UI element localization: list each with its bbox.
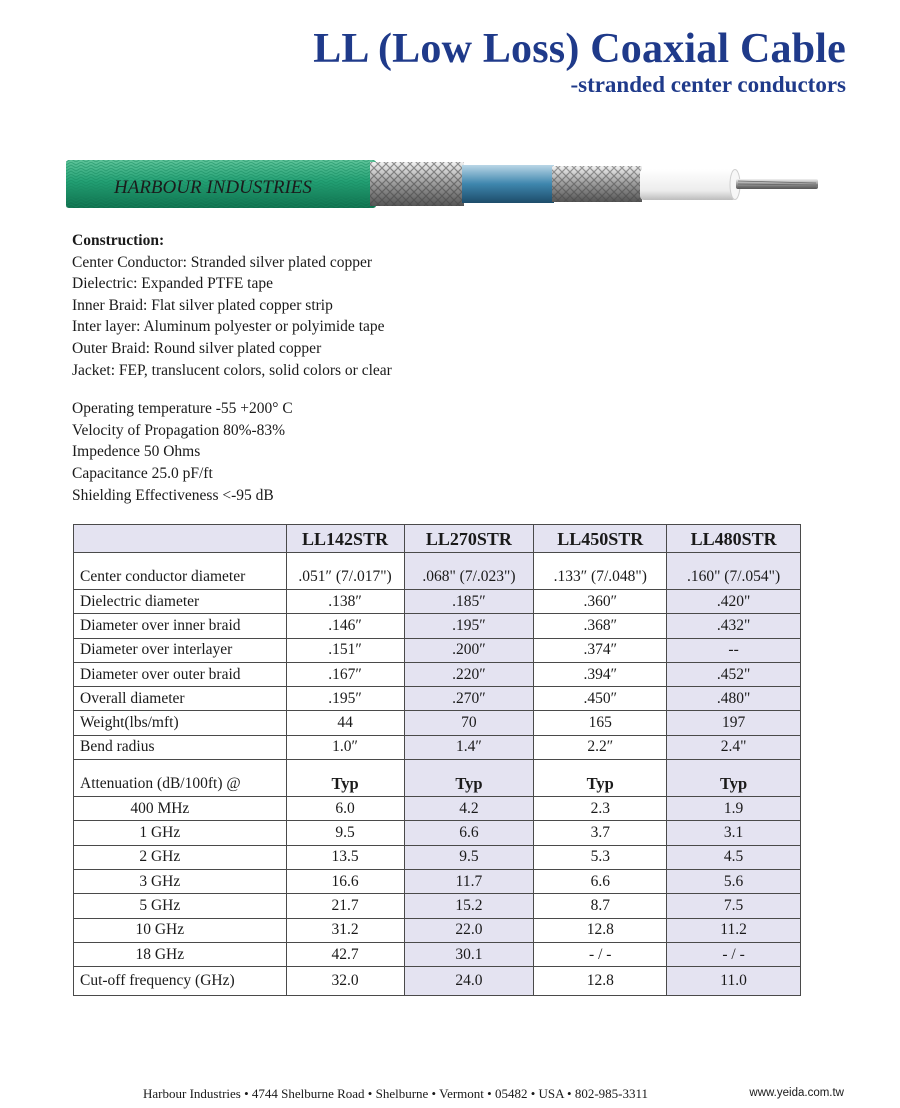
table-cell: .220″: [404, 662, 534, 686]
row-label: Bend radius: [74, 735, 287, 759]
row-label: 5 GHz: [74, 894, 287, 918]
table-cell: .195″: [286, 687, 404, 711]
table-cell: .133″ (7/.048"): [534, 553, 667, 590]
table-cell: 2.4": [667, 735, 801, 759]
column-header: LL270STR: [404, 525, 534, 553]
table-cell: 21.7: [286, 894, 404, 918]
table-cell: 2.2″: [534, 735, 667, 759]
table-cell: .480": [667, 687, 801, 711]
row-label: Center conductor diameter: [74, 553, 287, 590]
table-row: [74, 942, 801, 966]
table-cell: .051″ (7/.017"): [286, 553, 404, 590]
table-cell: .167″: [286, 662, 404, 686]
page-title: LL (Low Loss) Coaxial Cable: [313, 26, 846, 72]
table-cell: 1.9: [667, 797, 801, 821]
table-cell: 4.2: [404, 797, 534, 821]
table-cell: - / -: [534, 942, 667, 966]
table-row: [74, 590, 801, 614]
table-cell: .420": [667, 590, 801, 614]
table-cell: 12.8: [534, 918, 667, 942]
table-cell: 1.4″: [404, 735, 534, 759]
table-row: [74, 711, 801, 735]
row-label: Diameter over outer braid: [74, 662, 287, 686]
row-label: Diameter over inner braid: [74, 614, 287, 638]
table-cell: .068" (7/.023"): [404, 553, 534, 590]
table-cell: 6.0: [286, 797, 404, 821]
table-cell: Typ: [667, 760, 801, 797]
row-label: Overall diameter: [74, 687, 287, 711]
cutoff-row: [74, 967, 801, 996]
table-cell: 12.8: [534, 967, 667, 996]
table-cell: .146″: [286, 614, 404, 638]
table-cell: .450″: [534, 687, 667, 711]
construction-item: Inter layer: Aluminum polyester or polyimide tape: [72, 318, 385, 336]
table-cell: .394″: [534, 662, 667, 686]
footer-address: Harbour Industries • 4744 Shelburne Road • Shelburne • Vermont • 05482 • USA • 802-985-3311: [143, 1086, 649, 1101]
table-cell: 1.0″: [286, 735, 404, 759]
row-label: 2 GHz: [74, 845, 287, 869]
table-cell: 8.7: [534, 894, 667, 918]
table-cell: 5.3: [534, 845, 667, 869]
row-label: 10 GHz: [74, 918, 287, 942]
table-cell: 11.0: [667, 967, 801, 996]
row-label: Weight(lbs/mft): [74, 711, 287, 735]
construction-item: Center Conductor: Stranded silver plated copper: [72, 253, 373, 271]
construction-item: Inner Braid: Flat silver plated copper strip: [72, 296, 333, 314]
table-row: [74, 894, 801, 918]
construction-item: Dielectric: Expanded PTFE tape: [72, 275, 274, 293]
table-row: [74, 614, 801, 638]
table-body: [74, 553, 801, 996]
table-cell: Typ: [286, 760, 404, 797]
table-cell: 165: [534, 711, 667, 735]
footer-website: www.yeida.com.tw: [749, 1087, 844, 1099]
table-row: [74, 797, 801, 821]
table-cell: 6.6: [404, 821, 534, 845]
table-cell: 15.2: [404, 894, 534, 918]
table-cell: 13.5: [286, 845, 404, 869]
table-corner: [74, 525, 287, 553]
table-cell: 5.6: [667, 869, 801, 893]
table-cell: 70: [404, 711, 534, 735]
table-cell: 11.2: [667, 918, 801, 942]
table-cell: Typ: [404, 760, 534, 797]
column-header: LL142STR: [286, 525, 404, 553]
table-cell: .195″: [404, 614, 534, 638]
table-cell: Typ: [534, 760, 667, 797]
table-cell: .360″: [534, 590, 667, 614]
table-row: [74, 553, 801, 590]
column-header: LL480STR: [667, 525, 801, 553]
property-item: Impedence 50 Ohms: [72, 443, 201, 461]
property-item: Capacitance 25.0 pF/ft: [72, 464, 213, 482]
column-header: LL450STR: [534, 525, 667, 553]
table-cell: - / -: [667, 942, 801, 966]
table-cell: .138″: [286, 590, 404, 614]
table-row: [74, 845, 801, 869]
cable-illustration: [66, 156, 826, 216]
construction-heading: Construction:: [72, 232, 165, 249]
table-cell: 16.6: [286, 869, 404, 893]
table-cell: 9.5: [286, 821, 404, 845]
table-cell: .200″: [404, 638, 534, 662]
table-cell: .185″: [404, 590, 534, 614]
table-cell: --: [667, 638, 801, 662]
table-cell: .452": [667, 662, 801, 686]
construction-item: Outer Braid: Round silver plated copper: [72, 339, 322, 357]
table-cell: 3.7: [534, 821, 667, 845]
table-cell: 9.5: [404, 845, 534, 869]
row-label: Dielectric diameter: [74, 590, 287, 614]
table-cell: 4.5: [667, 845, 801, 869]
attenuation-header-row: [74, 760, 801, 797]
table-header-row: [74, 525, 801, 553]
table-cell: 2.3: [534, 797, 667, 821]
table-cell: 42.7: [286, 942, 404, 966]
table-row: [74, 735, 801, 759]
table-cell: 32.0: [286, 967, 404, 996]
cable-brand-text: HARBOUR INDUSTRIES: [114, 177, 312, 198]
page-subtitle: -stranded center conductors: [570, 72, 846, 97]
spec-text: [72, 230, 392, 506]
row-label: 400 MHz: [74, 797, 287, 821]
property-item: Operating temperature -55 +200° C: [72, 400, 293, 418]
row-label: Diameter over interlayer: [74, 638, 287, 662]
row-label: 3 GHz: [74, 869, 287, 893]
table-cell: 3.1: [667, 821, 801, 845]
table-row: [74, 821, 801, 845]
row-label: 1 GHz: [74, 821, 287, 845]
row-label: Attenuation (dB/100ft) @: [74, 760, 287, 797]
table-row: [74, 687, 801, 711]
table-cell: 7.5: [667, 894, 801, 918]
spec-table: [73, 524, 801, 996]
table-row: [74, 869, 801, 893]
table-cell: .270″: [404, 687, 534, 711]
table-cell: .368″: [534, 614, 667, 638]
table-cell: 30.1: [404, 942, 534, 966]
row-label: Cut-off frequency (GHz): [74, 967, 287, 996]
table-cell: 44: [286, 711, 404, 735]
table-row: [74, 638, 801, 662]
table-row: [74, 662, 801, 686]
table-cell: .374″: [534, 638, 667, 662]
table-cell: .151″: [286, 638, 404, 662]
construction-item: Jacket: FEP, translucent colors, solid colors or clear: [72, 361, 392, 379]
table-cell: 22.0: [404, 918, 534, 942]
table-cell: 31.2: [286, 918, 404, 942]
table-cell: 197: [667, 711, 801, 735]
property-item: Velocity of Propagation 80%-83%: [72, 421, 286, 439]
table-cell: .432": [667, 614, 801, 638]
title-block: [313, 26, 846, 98]
property-item: Shielding Effectiveness <-95 dB: [72, 486, 274, 504]
table-cell: 24.0: [404, 967, 534, 996]
table-cell: 11.7: [404, 869, 534, 893]
row-label: 18 GHz: [74, 942, 287, 966]
table-row: [74, 918, 801, 942]
table-cell: 6.6: [534, 869, 667, 893]
table-cell: .160" (7/.054"): [667, 553, 801, 590]
